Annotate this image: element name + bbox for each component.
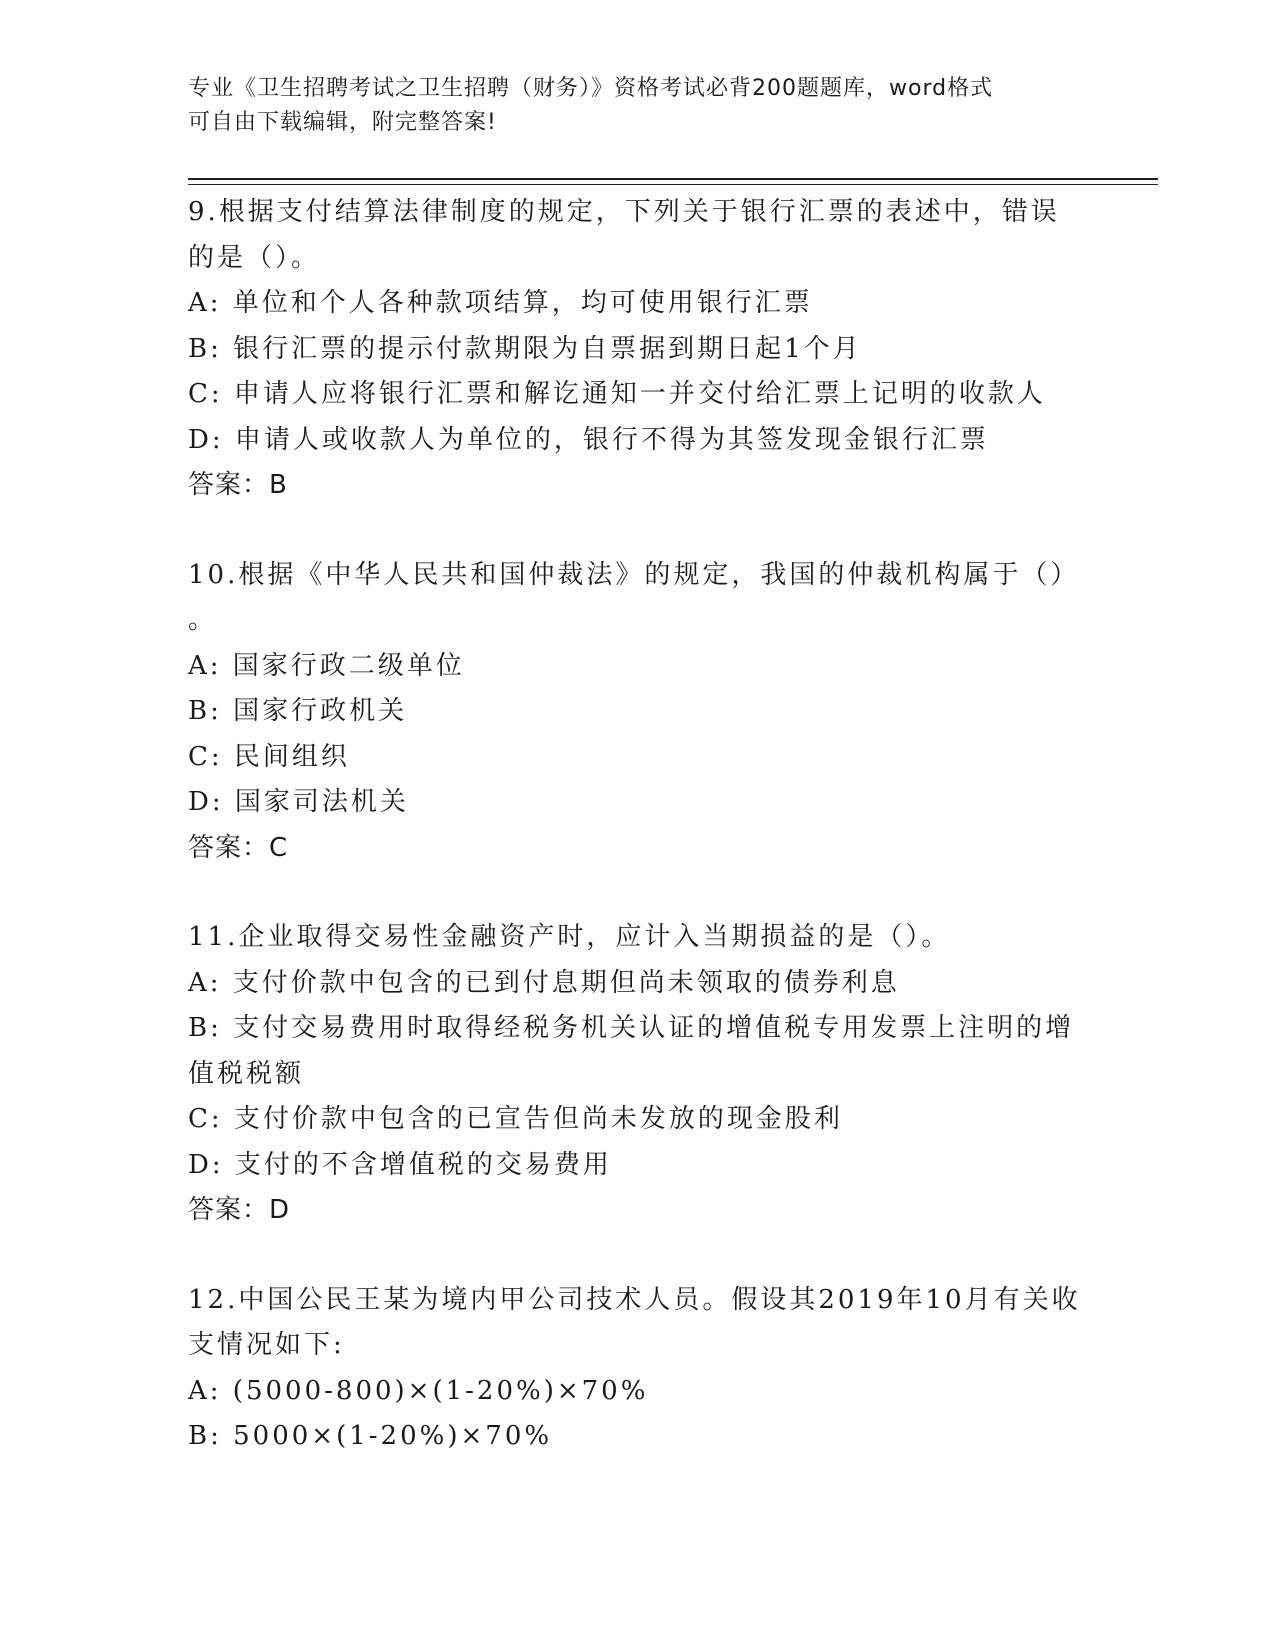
answer-key: 答案：D — [188, 1195, 291, 1225]
question-block — [188, 190, 1088, 509]
question-list — [188, 190, 1088, 1504]
header-line-2: 可自由下载编辑，附完整答案! — [188, 110, 497, 135]
answer-key: 答案：B — [188, 470, 288, 500]
answer-option: C: 民间组织 — [188, 741, 350, 772]
question-stem: 的是（）。 — [188, 242, 321, 273]
question-block — [188, 915, 1088, 1234]
document-header — [188, 72, 1088, 140]
answer-option: B: 支付交易费用时取得经税务机关认证的增值税专用发票上注明的增 — [188, 1013, 1075, 1043]
answer-option: D: 支付的不含增值税的交易费用 — [188, 1149, 612, 1180]
answer-option: A: 支付价款中包含的已到付息期但尚未领取的债券利息 — [188, 967, 900, 998]
answer-option: B: 银行汇票的提示付款期限为自票据到期日起1个月 — [188, 333, 862, 364]
answer-option: A: 单位和个人各种款项结算，均可使用银行汇票 — [188, 288, 813, 318]
answer-key: 答案：C — [188, 832, 289, 863]
question-block — [188, 1278, 1088, 1460]
answer-option: A: 国家行政二级单位 — [188, 650, 465, 681]
answer-option: D: 申请人或收款人为单位的，银行不得为其签发现金银行汇票 — [188, 424, 989, 455]
question-stem: 11.企业取得交易性金融资产时，应计入当期损益的是（）。 — [188, 922, 951, 952]
answer-option: B: 5000×(1-20%)×70% — [188, 1421, 553, 1451]
question-stem: 支情况如下: — [188, 1330, 345, 1360]
answer-option: C: 支付价款中包含的已宣告但尚未发放的现金股利 — [188, 1104, 843, 1134]
header-rule-thick — [188, 178, 1158, 180]
answer-option: D: 国家司法机关 — [188, 787, 409, 817]
answer-option: B: 国家行政机关 — [188, 696, 408, 726]
question-stem: 。 — [188, 605, 218, 635]
answer-option: 值税税额 — [188, 1058, 305, 1089]
header-rule-thin — [188, 184, 1158, 185]
header-line-1: 专业《卫生招聘考试之卫生招聘（财务）》资格考试必背200题题库，word格式 — [188, 76, 994, 101]
question-stem: 10.根据《中华人民共和国仲裁法》的规定，我国的仲裁机构属于（） — [188, 559, 1080, 590]
answer-option: A: (5000-800)×(1-20%)×70% — [188, 1375, 649, 1406]
answer-option: C: 申请人应将银行汇票和解讫通知一并交付给汇票上记明的收款人 — [188, 379, 1046, 409]
question-stem: 9.根据支付结算法律制度的规定，下列关于银行汇票的表述中，错误 — [188, 197, 1060, 227]
question-stem: 12.中国公民王某为境内甲公司技术人员。假设其2019年10月有关收 — [188, 1284, 1081, 1315]
question-block — [188, 553, 1088, 872]
